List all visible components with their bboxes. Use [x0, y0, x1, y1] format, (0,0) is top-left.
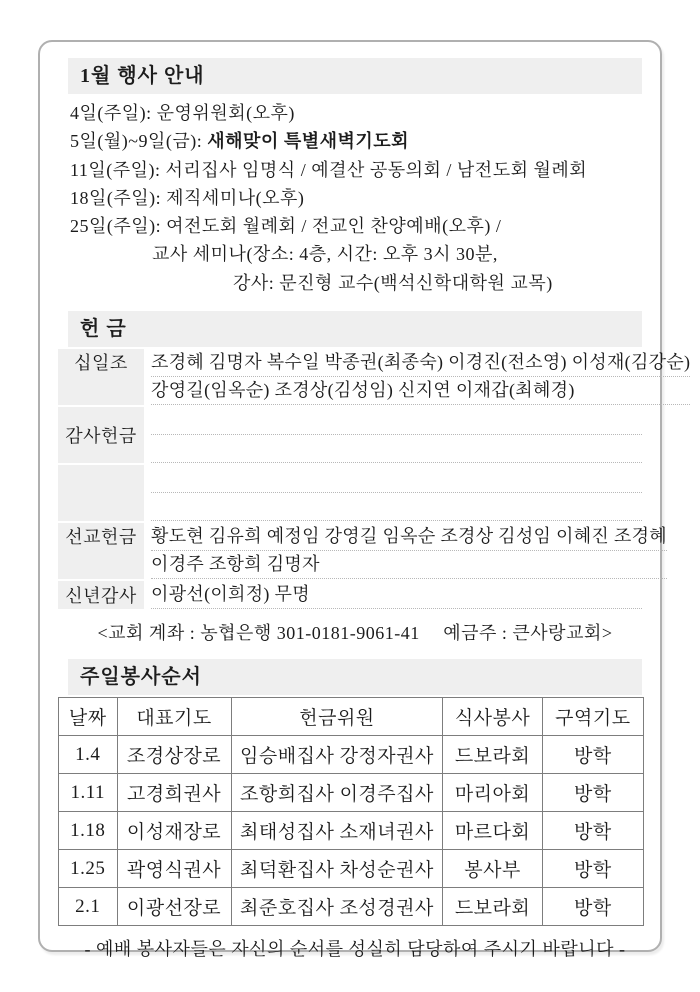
- offering-row-label: [58, 465, 144, 521]
- cell-date: 2.1: [59, 888, 118, 926]
- offering-names-line: [151, 493, 642, 521]
- cell-date: 1.4: [59, 736, 118, 774]
- event-line-continued: [70, 240, 642, 268]
- cell-district-prayer: 방학: [542, 774, 643, 812]
- event-text: 11일(주일): 서리집사 임명식 / 예결산 공동의회 / 남전도회 월례회: [70, 159, 588, 180]
- offering-names-line: 조경혜 김명자 복수일 박종권(최종숙) 이경진(전소영) 이성재(김강순): [151, 349, 690, 377]
- offering-names-line: [151, 407, 642, 435]
- duty-col-district-prayer: 구역기도: [542, 698, 643, 736]
- cell-offering-committee: 최태성집사 소재녀권사: [231, 812, 443, 850]
- duty-section: [68, 659, 642, 961]
- cell-date: 1.11: [59, 774, 118, 812]
- cell-meal-service: 마르다회: [443, 812, 542, 850]
- cell-prayer: 조경상장로: [117, 736, 231, 774]
- table-row: [59, 774, 644, 812]
- cell-date: 1.25: [59, 850, 118, 888]
- offering-label-text: 선교헌금: [65, 527, 137, 548]
- duty-col-prayer: 대표기도: [117, 698, 231, 736]
- cell-prayer: 곽영식권사: [117, 850, 231, 888]
- event-text: 교사 세미나(장소: 4층, 시간: 오후 3시 30분,: [152, 244, 498, 265]
- offering-table: [58, 349, 691, 609]
- offering-row-tithe: [58, 349, 691, 405]
- table-row: [59, 736, 644, 774]
- cell-meal-service: 마리아회: [443, 774, 542, 812]
- offering-row-lines: [144, 349, 690, 405]
- cell-district-prayer: 방학: [542, 812, 643, 850]
- cell-prayer: 고경희권사: [117, 774, 231, 812]
- duty-roster-table: [58, 697, 644, 926]
- offering-row-lines: [144, 407, 642, 463]
- cell-district-prayer: 방학: [542, 736, 643, 774]
- offering-section: [65, 311, 691, 645]
- cell-district-prayer: 방학: [542, 850, 643, 888]
- offering-row-newyear: [58, 581, 642, 609]
- event-line-continued: [70, 269, 642, 297]
- offering-names-line: 이경주 조항희 김명자: [151, 551, 667, 579]
- offering-label-text: 감사헌금: [65, 426, 137, 447]
- duty-col-date: 날짜: [59, 698, 118, 736]
- duty-col-meal-service: 식사봉사: [443, 698, 542, 736]
- event-line: [70, 212, 642, 240]
- cell-offering-committee: 조항희집사 이경주집사: [231, 774, 443, 812]
- event-line: [70, 184, 642, 212]
- cell-offering-committee: 임승배집사 강정자권사: [231, 736, 443, 774]
- offering-names-line: 황도현 김유희 예정임 강영길 임옥순 조경상 김성임 이혜진 조경혜: [151, 523, 667, 551]
- event-line: [70, 156, 642, 184]
- event-text: 18일(주일): 제직세미나(오후): [70, 187, 305, 208]
- offering-label-text: 신년감사: [65, 586, 137, 607]
- cell-offering-committee: 최준호집사 조성경권사: [231, 888, 443, 926]
- table-row: [59, 888, 644, 926]
- offering-names-line: [151, 435, 642, 463]
- cell-prayer: 이광선장로: [117, 888, 231, 926]
- events-list: [68, 94, 642, 299]
- offering-row-mission: [58, 523, 667, 579]
- event-line: [70, 127, 642, 155]
- event-text: 5일(월)~9일(금):: [70, 131, 208, 152]
- event-text: 4일(주일): 운영위원회(오후): [70, 103, 295, 123]
- offering-section-title: 헌 금: [68, 311, 642, 347]
- offering-row-label: [58, 349, 144, 405]
- events-section: [68, 58, 642, 299]
- cell-district-prayer: 방학: [542, 888, 643, 926]
- offering-label-text: 십일조: [74, 353, 128, 374]
- duty-section-title: 주일봉사순서: [68, 659, 642, 695]
- bulletin-card: [38, 40, 691, 960]
- offering-row-thanksgiving: [58, 407, 642, 463]
- service-reminder-note: - 예배 봉사자들은 자신의 순서를 성실히 담당하여 주시기 바랍니다 -: [84, 939, 626, 960]
- offering-row-label: [58, 407, 144, 463]
- table-row: [59, 812, 644, 850]
- cell-meal-service: 드보라회: [443, 888, 542, 926]
- event-text: 25일(주일): 여전도회 월례회 / 전교인 찬양예배(오후) /: [70, 216, 502, 237]
- cell-date: 1.18: [59, 812, 118, 850]
- offering-row-label: [58, 581, 144, 609]
- offering-row-lines: [144, 465, 642, 521]
- offering-row-lines: [144, 581, 642, 609]
- offering-row-label: [58, 523, 144, 579]
- church-account-note: <교회 계좌 : 농협은행 301-0181-9061-41 예금주 : 큰사랑교회>: [97, 623, 613, 644]
- event-text-bold: 새해맞이 특별새벽기도회: [207, 131, 410, 152]
- event-text: 강사: 문진형 교수(백석신학대학원 교목): [233, 272, 553, 293]
- duty-header-row: [59, 698, 644, 736]
- table-row: [59, 850, 644, 888]
- offering-row-blank: [58, 465, 642, 521]
- cell-meal-service: 봉사부: [443, 850, 542, 888]
- offering-names-line: [151, 465, 642, 493]
- events-section-title: 1월 행사 안내: [68, 58, 642, 94]
- offering-row-lines: [144, 523, 667, 579]
- offering-names-line: 강영길(임옥순) 조경상(김성임) 신지연 이재갑(최혜경): [151, 377, 690, 405]
- offering-names-line: 이광선(이희정) 무명: [151, 581, 642, 609]
- cell-offering-committee: 최덕환집사 차성순권사: [231, 850, 443, 888]
- cell-prayer: 이성재장로: [117, 812, 231, 850]
- event-line: [70, 99, 642, 127]
- cell-meal-service: 드보라회: [443, 736, 542, 774]
- duty-col-offering-committee: 헌금위원: [231, 698, 443, 736]
